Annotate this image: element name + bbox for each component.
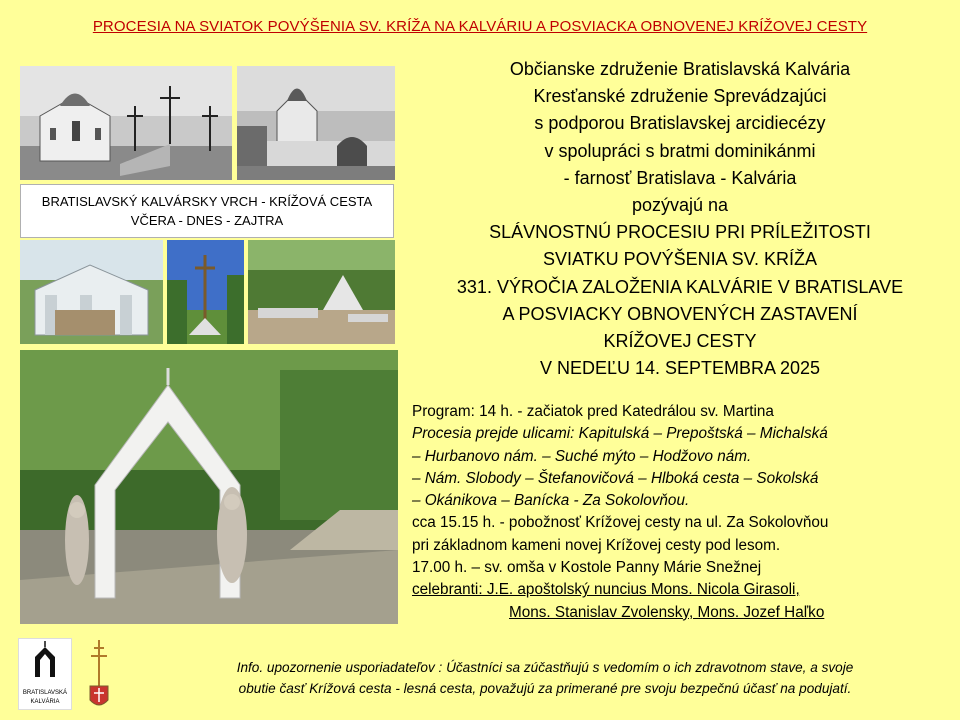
heading-line-1: Občianske združenie Bratislavská Kalvária [509, 59, 851, 79]
program-line-4: – Nám. Slobody – Štefanovičová – Hlboká cesta – Sokolská [412, 469, 819, 487]
heading-line-7: SLÁVNOSTNÚ PROCESIU PRI PRÍLEŽITOSTI [489, 222, 871, 243]
invitation-heading [410, 56, 950, 382]
program-line-7: pri základnom kameni novej Krížovej cesty pod lesom. [412, 536, 781, 554]
photo-pyramid-benches [248, 240, 395, 344]
caption-line-1: BRATISLAVSKÝ KALVÁRSKY VRCH - KRÍŽOVÁ CESTA [41, 194, 373, 209]
heading-line-10: A POSVIACKY OBNOVENÝCH ZASTAVENÍ [502, 303, 858, 324]
logo-line-1: BRATISLAVSKÁ [22, 690, 68, 696]
poster-title: PROCESIA NA SVIATOK POVÝŠENIA SV. KRÍŽA NA KALVÁRIU A POSVIACKA OBNOVENEJ KRÍŽOVEJ CESTY [92, 18, 868, 35]
program-line-5: – Okánikova – Banícka - Za Sokolovňou. [412, 492, 690, 510]
heading-line-12: V NEDEĽU 14. SEPTEMBRA 2025 [539, 358, 821, 379]
program-line-2: Procesia prejde ulicami: Kapitulská – Prepoštská – Michalská [412, 425, 828, 443]
heading-line-5: - farnosť Bratislava - Kalvária [563, 167, 797, 188]
heading-line-3: s podporou Bratislavskej arcidiecézy [534, 113, 826, 134]
heading-line-2: Kresťanské združenie Sprevádzajúci [533, 86, 827, 107]
notice-line-2: obutie časť Krížová cesta - lesná cesta, považujú za primerané pre svoju bezpečnú účasť na podujatí. [238, 681, 852, 696]
heading-line-9: 331. VÝROČIA ZALOŽENIA KALVÁRIE V BRATISLAVE [456, 276, 904, 297]
program-block [412, 401, 957, 624]
collage-caption [20, 184, 394, 238]
heading-line-11: KRÍŽOVEJ CESTY [603, 331, 757, 352]
program-line-3: – Hurbanovo nám. – Suché mýto – Hodžovo nám. [412, 447, 752, 465]
organizer-notice [140, 657, 950, 699]
historic-photo-gate [237, 66, 395, 180]
program-line-9: celebranti: J.E. apoštolský nuncius Mons. Nicola Girasoli, [412, 581, 800, 599]
caption-line-2: VČERA - DNES - ZAJTRA [130, 213, 284, 228]
heading-line-6: pozývajú na [631, 195, 729, 216]
photo-cross-statue [167, 240, 244, 344]
program-line-1: Program: 14 h. - začiatok pred Katedrálou sv. Martina [412, 403, 774, 420]
heading-line-4: v spolupráci s bratmi dominikánmi [544, 140, 816, 161]
historic-photo-chapel [20, 66, 232, 180]
photo-stone-pavilion [20, 240, 163, 344]
program-line-8: 17.00 h. – sv. omša v Kostole Panny Márie Snežnej [412, 559, 762, 577]
double-cross-emblem-icon [88, 638, 110, 712]
bratislavska-kalvaria-logo [18, 638, 72, 710]
notice-line-1: Info. upozornenie usporiadateľov : Účastníci sa zúčastňujú s vedomím o ich zdravotnom stave, a svoje [236, 660, 854, 675]
program-line-6: cca 15.15 h. - pobožnosť Krížovej cesty na ul. Za Sokolovňou [412, 514, 829, 532]
logo-emblem-icon [19, 639, 71, 683]
photo-new-station-arch [20, 350, 398, 624]
program-line-10: Mons. Stanislav Zvolensky, Mons. Jozef Haľko [509, 603, 825, 621]
logo-line-2: KALVÁRIA [30, 699, 60, 705]
heading-line-8: SVIATKU POVÝŠENIA SV. KRÍŽA [542, 249, 818, 270]
